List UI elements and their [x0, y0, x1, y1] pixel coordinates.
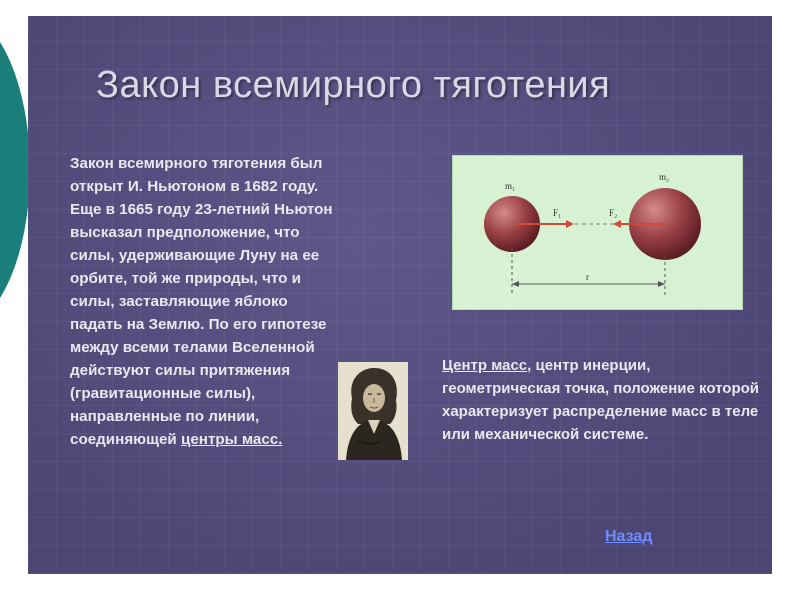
definition-term: Центр масс: [442, 357, 528, 374]
force-2-arrowhead: [613, 220, 621, 228]
mass-1-label: m₁: [505, 181, 516, 191]
distance-arrowhead-right: [658, 281, 665, 287]
back-link[interactable]: Назад: [605, 528, 653, 545]
force-1-label: F₁: [553, 208, 562, 218]
center-of-mass-link[interactable]: центры масс.: [180, 431, 283, 448]
body-text: [70, 152, 342, 451]
distance-label: r: [586, 272, 589, 282]
newton-portrait-svg: [338, 362, 408, 460]
gravity-diagram: [452, 155, 743, 310]
force-2-label: F₂: [609, 208, 618, 218]
definition-text: , центр инерции, геометрическая точка, положение которой характеризует распределение масс в теле или механической системе.: [442, 357, 759, 443]
newton-portrait: [338, 362, 408, 460]
center-of-mass-definition: [442, 354, 762, 446]
gravity-diagram-svg: [453, 156, 742, 309]
mass-2-label: m₂: [659, 172, 670, 182]
slide: [28, 16, 772, 574]
body-paragraph-text: Закон всемирного тяготения был открыт И. Ньютоном в 1682 году. Еще в 1665 году 23-летний Ньютон высказал предположение, что силы, удерживающие Луну на ее орбите, той же природы, что и силы, заставляющие яблоко падать на Землю. По его гипотезе между всеми телами Вселенной действуют силы притяжения (гравитационные силы), направленные по линии, соединяющей: [70, 155, 333, 448]
body-paragraph: [70, 152, 342, 451]
teal-decoration: [0, 10, 30, 330]
force-1-arrowhead: [566, 220, 574, 228]
slide-title: Закон всемирного тяготения: [96, 64, 611, 106]
definition-paragraph: [442, 354, 762, 446]
distance-arrowhead-left: [512, 281, 519, 287]
